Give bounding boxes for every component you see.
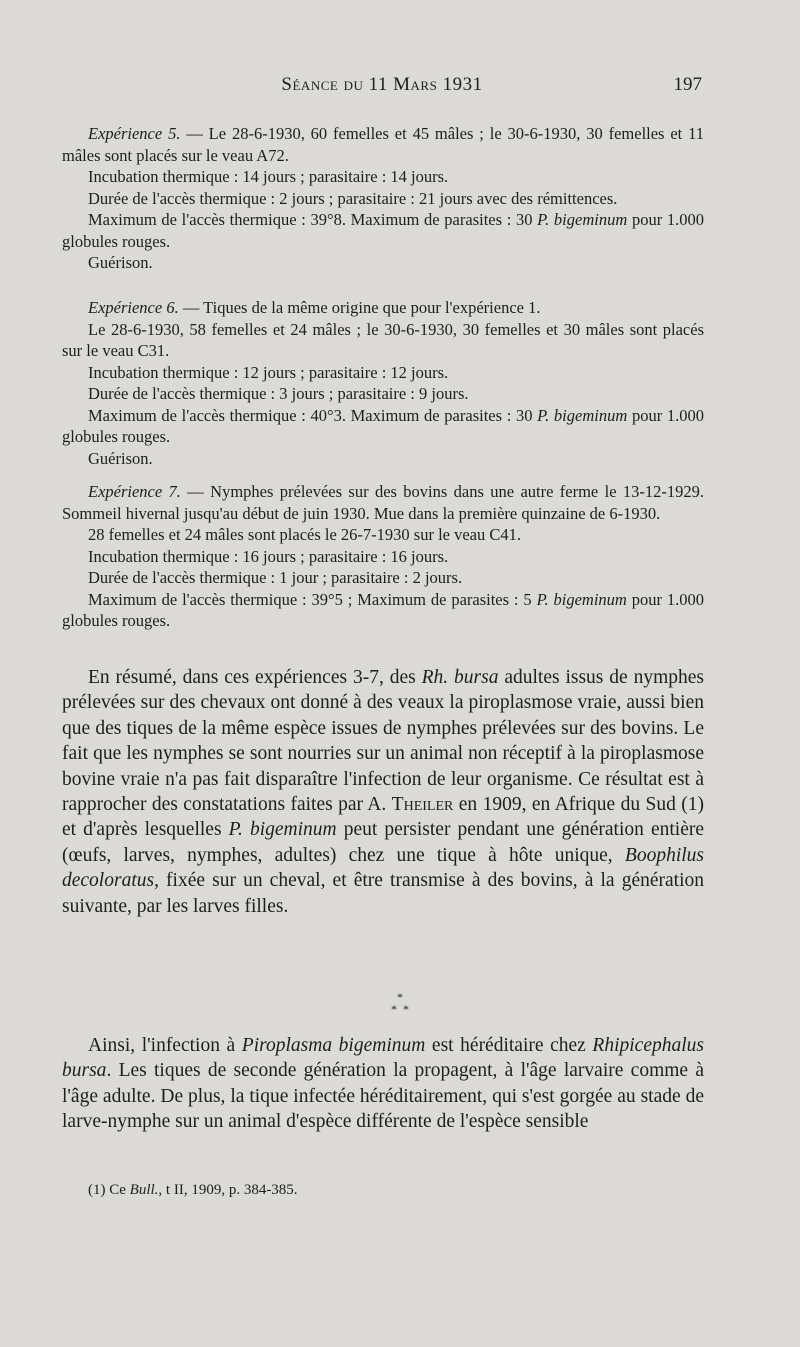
text-run: , t II, 1909, p. 384-385. (158, 1182, 298, 1198)
maximum-line: Maximum de l'accès thermique : 39°8. Maximum de parasites : 30 (88, 210, 538, 229)
outcome-line: Guérison. (88, 253, 153, 272)
maximum-line-end: pour 1.000 globules rouges. (62, 589, 705, 630)
duration-line: Durée de l'accès thermique : 1 jour ; parasitaire : 2 jours. (88, 568, 463, 587)
species-name: Rh. bursa (421, 667, 499, 688)
experiment-7 (62, 481, 704, 632)
species-name: P. bigeminum (537, 210, 628, 229)
journal-name: Bull. (129, 1182, 159, 1198)
species-name: Boophilus decoloratus (62, 844, 704, 892)
incubation-line: Incubation thermique : 16 jours ; parasitaire : 16 jours. (88, 546, 449, 566)
duration-line: Durée de l'accès thermique : 3 jours ; parasitaire : 9 jours. (88, 384, 469, 403)
maximum-line: Maximum de l'accès thermique : 40°3. Maximum de parasites : 30 (88, 405, 538, 425)
experiment-label: Expérience 5. (88, 124, 181, 143)
page-number: 197 (673, 74, 702, 95)
species-name: P. bigeminum (536, 589, 627, 609)
page-header (62, 74, 702, 102)
species-name: Rhipicephalus bursa (62, 1035, 704, 1082)
section-separator-asterisks: * * * (391, 990, 409, 1016)
outcome-line: Guérison. (88, 448, 153, 468)
maximum-line-end: pour 1.000 globules rouges. (62, 405, 704, 446)
experiment-text: — Tiques de la même origine que pour l'expérience 1. (178, 298, 541, 317)
text-run: . Les tiques de seconde génération la propagent, à l'âge larvaire comme à l'âge adulte. De plus, la tique infectée héréditairement, qui s'est gorgée au stade de larve-nymphe sur un animal d'espèce différente de l'espèce sensible (62, 1060, 704, 1133)
species-name: Piroplasma bigeminum (241, 1035, 426, 1056)
text-run: est héréditaire chez (425, 1035, 593, 1056)
summary-paragraph (62, 665, 704, 919)
incubation-line: Incubation thermique : 14 jours ; parasitaire : 14 jours. (88, 167, 449, 186)
maximum-line-end: pour 1.000 globules rouges. (62, 210, 704, 251)
text-run: en 1909, en Afrique du Sud (1) et d'après lesquelles (62, 794, 704, 841)
author-name: Theiler (391, 794, 454, 816)
experiment-5 (62, 123, 704, 274)
maximum-line: Maximum de l'accès thermique : 39°5 ; Maximum de parasites : 5 (88, 589, 537, 609)
text-run: En résumé, dans ces expériences 3-7, des (88, 667, 422, 688)
text-run: , fixée sur un cheval, et être transmise à des bovins, à la génération suivante, par les larves filles. (62, 870, 704, 917)
experiment-label: Expérience 7. (88, 482, 181, 501)
placement-line: Le 28-6-1930, 58 femelles et 24 mâles ; le 30-6-1930, 30 femelles et 30 mâles sont placés sur le veau C31. (62, 319, 704, 360)
running-title: Séance du 11 Mars 1931 (281, 74, 483, 95)
conclusion-paragraph (62, 1033, 704, 1135)
species-name: P. bigeminum (537, 405, 628, 425)
experiment-text: — Le 28-6-1930, 60 femelles et 45 mâles ; le 30-6-1930, 30 femelles et 11 mâles sont placés sur le veau A72. (62, 124, 705, 165)
text-run: adultes issus de nymphes prélevées sur des chevaux ont donné à des veaux la piroplasmose vraie, aussi bien que des tiques de la même espèce issues de nymphes prélevées sur des bovins. Le fait que les nymphes se sont nourries sur un animal non réceptif à la piroplasmose bovine vraie n'a pas fait disparaître l'infection de leur organisme. Ce résultat est à rapprocher des constatations faites par A. (62, 667, 704, 816)
experiment-label: Expérience 6. (88, 298, 179, 317)
text-run: (1) Ce (88, 1182, 130, 1198)
experiment-text: — Nymphes prélevées sur des bovins dans une autre ferme le 13-12-1929. Sommeil hivernal jusqu'au début de juin 1930. Mue dans la première quinzaine de 6-1930. (62, 482, 704, 523)
text-run: Ainsi, l'infection à (88, 1035, 242, 1056)
experiment-6 (62, 297, 704, 469)
placement-line: 28 femelles et 24 mâles sont placés le 26-7-1930 sur le veau C41. (88, 525, 522, 544)
duration-line: Durée de l'accès thermique : 2 jours ; parasitaire : 21 jours avec des rémittences. (88, 188, 618, 208)
text-run: peut persister pendant une génération entière (œufs, larves, nymphes, adultes) chez une tique à hôte unique, (62, 819, 704, 866)
incubation-line: Incubation thermique : 12 jours ; parasitaire : 12 jours. (88, 362, 449, 382)
footnote (88, 1182, 298, 1199)
species-name: P. bigeminum (228, 819, 337, 841)
